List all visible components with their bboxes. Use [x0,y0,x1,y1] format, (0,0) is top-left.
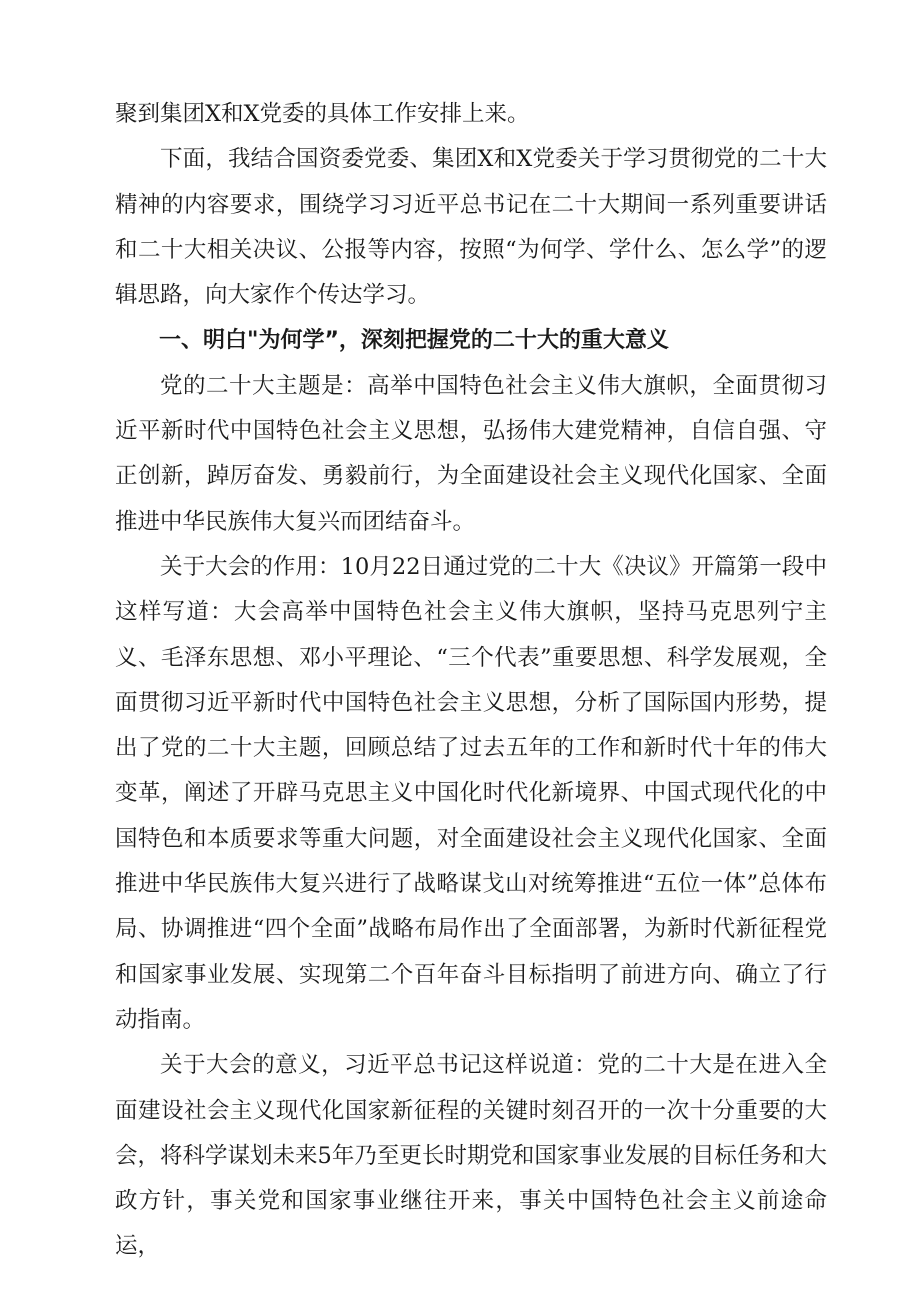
document-body [115,92,827,1270]
paragraph-significance: 关于大会的意义，习近平总书记这样说道：党的二十大是在进入全面建设社会主义现代化国家新征程的关键时刻召开的一次十分重要的大会，将科学谋划未来5年乃至更长时期党和国家事业发展的目标任务和大政方针，事关党和国家事业继往开来，事关中国特色社会主义前途命运， [115,1052,827,1260]
paragraph-theme: 党的二十大主题是：高举中国特色社会主义伟大旗帜，全面贯彻习近平新时代中国特色社会主义思想，弘扬伟大建党精神，自信自强、守正创新，踔厉奋发、勇毅前行，为全面建设社会主义现代化国家、全面推进中华民族伟大复兴而团结奋斗。 [115,372,827,535]
section-heading: 一、明白"为何学”，深刻把握党的二十大的重大意义 [159,328,669,354]
paragraph-role: 关于大会的作用：10月22日通过党的二十大《决议》开篇第一段中这样写道：大会高举中国特色社会主义伟大旗帜，坚持马克思列宁主义、毛泽东思想、邓小平理论、“三个代表”重要思想、科学发展观，全面贯彻习近平新时代中国特色社会主义思想，分析了国际国内形势，提出了党的二十大主题，回顾总结了过去五年的工作和新时代十年的伟大变革，阐述了开辟马克思主义中国化时代化新境界、中国式现代化的中国特色和本质要求等重大问题，对全面建设社会主义现代化国家、全面推进中华民族伟大复兴进行了战略谋戈山对统筹推进“五位一体”总体布局、协调推进“四个全面”战略布局作出了全面部署，为新时代新征程党和国家事业发展、实现第二个百年奋斗目标指明了前进方向、确立了行动指南。 [115,553,827,1033]
paragraph-intro: 下面，我结合国资委党委、集团X和X党委关于学习贯彻党的二十大精神的内容要求，围绕学习习近平总书记在二十大期间一系列重要讲话和二十大相关决议、公报等内容，按照“为何学、学什么、怎么学”的逻辑思路，向大家作个传达学习。 [115,146,827,309]
paragraph-continuation: 聚到集团X和X党委的具体工作安排上来。 [115,101,530,127]
